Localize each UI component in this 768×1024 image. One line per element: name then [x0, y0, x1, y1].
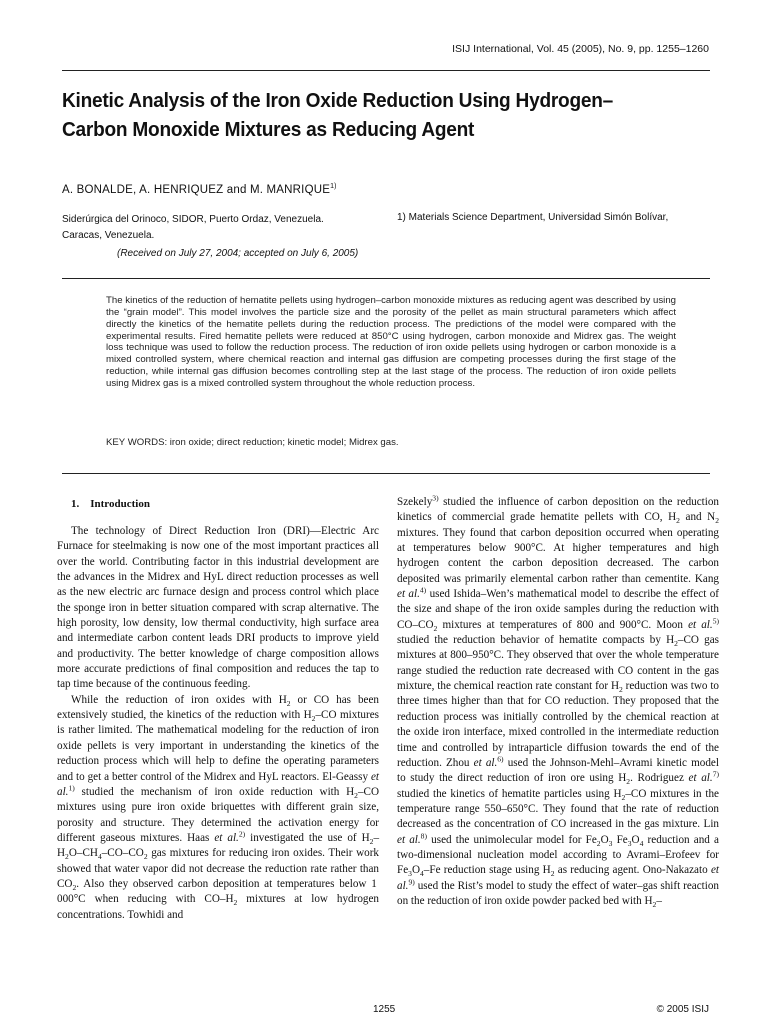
title-line-2: Carbon Monoxide Mixtures as Reducing Agent [62, 118, 475, 141]
header-rule [62, 70, 710, 71]
body-column-left [57, 497, 379, 923]
keywords: KEY WORDS: iron oxide; direct reduction; kinetic model; Midrex gas. [106, 437, 399, 448]
author-names: A. BONALDE, A. HENRIQUEZ and M. MANRIQUE [62, 184, 331, 196]
paper-title [62, 86, 676, 144]
affiliation-1-line-1: Siderúrgica del Orinoco, SIDOR, Puerto Ordaz, Venezuela. [62, 214, 324, 225]
paragraph: The technology of Direct Reduction Iron (DRI)—Electric Arc Furnace for steelmaking is now one of the most important practices all over the world. Contributing factor in this industrial development are the advances in the Midrex and HyL direct reduction processes as well as the new electric arc furnace design and process control which place the sponge iron in better situation compared with scrap alternative. The high porosity, low density, low thermal conductivity, high surface area and intermediate carbon content leads DRI products to improve yield and productivity. The better knowledge of charge composition allows more accurate predictions of final composition and reduces the tap to tap time because of the continuous feeding. [57, 525, 379, 691]
section-title: Introduction [90, 498, 150, 510]
body-column-right [397, 495, 719, 909]
title-line-1: Kinetic Analysis of the Iron Oxide Reduction Using Hydrogen– [62, 89, 614, 112]
author-list [62, 184, 337, 196]
copyright-notice: © 2005 ISIJ [656, 1004, 709, 1015]
affiliation-2: 1) Materials Science Department, Universidad Simón Bolívar, [397, 212, 669, 223]
section-heading [57, 497, 379, 512]
author-affiliation-marker: 1) [330, 183, 337, 191]
abstract: The kinetics of the reduction of hematite pellets using hydrogen–carbon monoxide mixtures as reducing agent was described by using the “grain model”. This model involves the particle size and the porosity of the pellet as main structural parameters which affect directly the kinetics of the hematite pellets during the reduction process. The predictions of the model were compared with the experimental results. Fired hematite pellets were reduced at 850°C using hydrogen, carbon monoxide and Midrex gas. The weight loss technique was used to follow the reduction process. The reduction of iron oxide pellets using hydrogen or carbon monoxide is a mixed controlled system, where chemical reaction and internal gas diffusion are competing processes during the first stage of the reduction, while internal gas diffusion becomes controlling step at the last stage of the process. The reduction of iron oxide pellets using Midrex gas is a mixed controlled system throughout the whole reduction process. [106, 295, 676, 389]
section-number: 1. [71, 498, 80, 510]
affiliation-1-line-2: Caracas, Venezuela. [62, 230, 155, 241]
abstract-top-rule [62, 278, 710, 279]
paragraph: Szekely$^{3)}$ studied the influence of carbon deposition on the reduction kinetics of commercial grade hematite pellets with CO, $H_2$ and $N_2$ mixtures. They found that carbon deposition occurred when operating at temperatures below 900°C. At higher temperatures and high hydrogen content the carbon deposition decreased. The carbon deposited was primarily elemental carbon rather than cementite. Kang et al.$^{4)}$ used Ishida–Wen’s mathematical model to describe the effect of the size and shape of the iron oxide samples during the reduction with $CO-CO_2$ mixtures at temperatures of 800 and 900°C. Moon et al.$^{5)}$ studied the reduction behavior of hematite compacts by $H_2-CO$ gas mixtures at 800–950°C. They observed that over the whole temperature range studied the reduction rate decreased with CO content in the gas mixture, the chemical reaction rate constant for $H_2$ reduction was two to three times higher than that for CO reduction. They proposed that the reduction process was initially controlled by the chemical reaction at the oxide iron interface, mixed controlled in the intermediate reduction time and controlled by intraparticle diffusion towards the end of the reduction. Zhou et al.$^{6)}$ used the Johnson-Mehl–Avrami kinetic model to study the direct reduction of iron ore using $H_2$. Rodriguez et al.$^{7)}$ studied the kinetics of hematite particles using $H_2-CO$ mixtures in the temperature range 550–650°C. They found that the rate of reduction decreased as the concentration of CO increased in the gas mixture. Lin et al.$^{8)}$ used the unimolecular model for $Fe_2O_3$ $Fe_3O_4$ reduction and a two-dimensional nucleation model according to Avrami–Erofeev for $Fe_3O_4-Fe$ reduction stage using $H_2$ as reducing agent. Ono-Nakazato et al.$^{9)}$ used the Rist’s model to study the effect of water–gas shift reaction on the reduction of iron oxide powder packed bed with $H_2-$ [397, 493, 720, 910]
page-number: 1255 [373, 1004, 396, 1015]
journal-header: ISIJ International, Vol. 45 (2005), No. 9, pp. 1255–1260 [452, 43, 709, 55]
received-dates: (Received on July 27, 2004; accepted on July 6, 2005) [117, 248, 359, 259]
paragraph: While the reduction of iron oxides with $H_2$ or CO has been extensively studied, the kinetics of the reduction with $H_2-CO$ mixtures is rather limited. The mathematical modeling for the reduction of iron oxide pellets is very important in understanding the kinetics of the reduction process which will help to define the operating parameters and to get a better control of the Midrex and HyL reactors. El-Geassy et al.$^{1)}$ studied the mechanism of iron oxide reduction with $H_2-CO$ mixtures using pure iron oxide briquettes with different grain size, porosity and structure. They determined the activation energy for different gaseous mixtures. Haas et al.$^{2)}$ investigated the use of $H_2-H_2O-CH_4-CO-CO_2$ gas mixtures for reducing iron oxides. Their work showed that water vapor did not decrease the reduction rate rather than $CO_2$. Also they observed carbon deposition at temperatures below 1 000°C when reducing with $CO-H_2$ mixtures at low hydrogen concentrations. Towhidi and [57, 693, 380, 921]
affiliation-1 [62, 212, 382, 244]
abstract-bottom-rule [62, 473, 710, 474]
